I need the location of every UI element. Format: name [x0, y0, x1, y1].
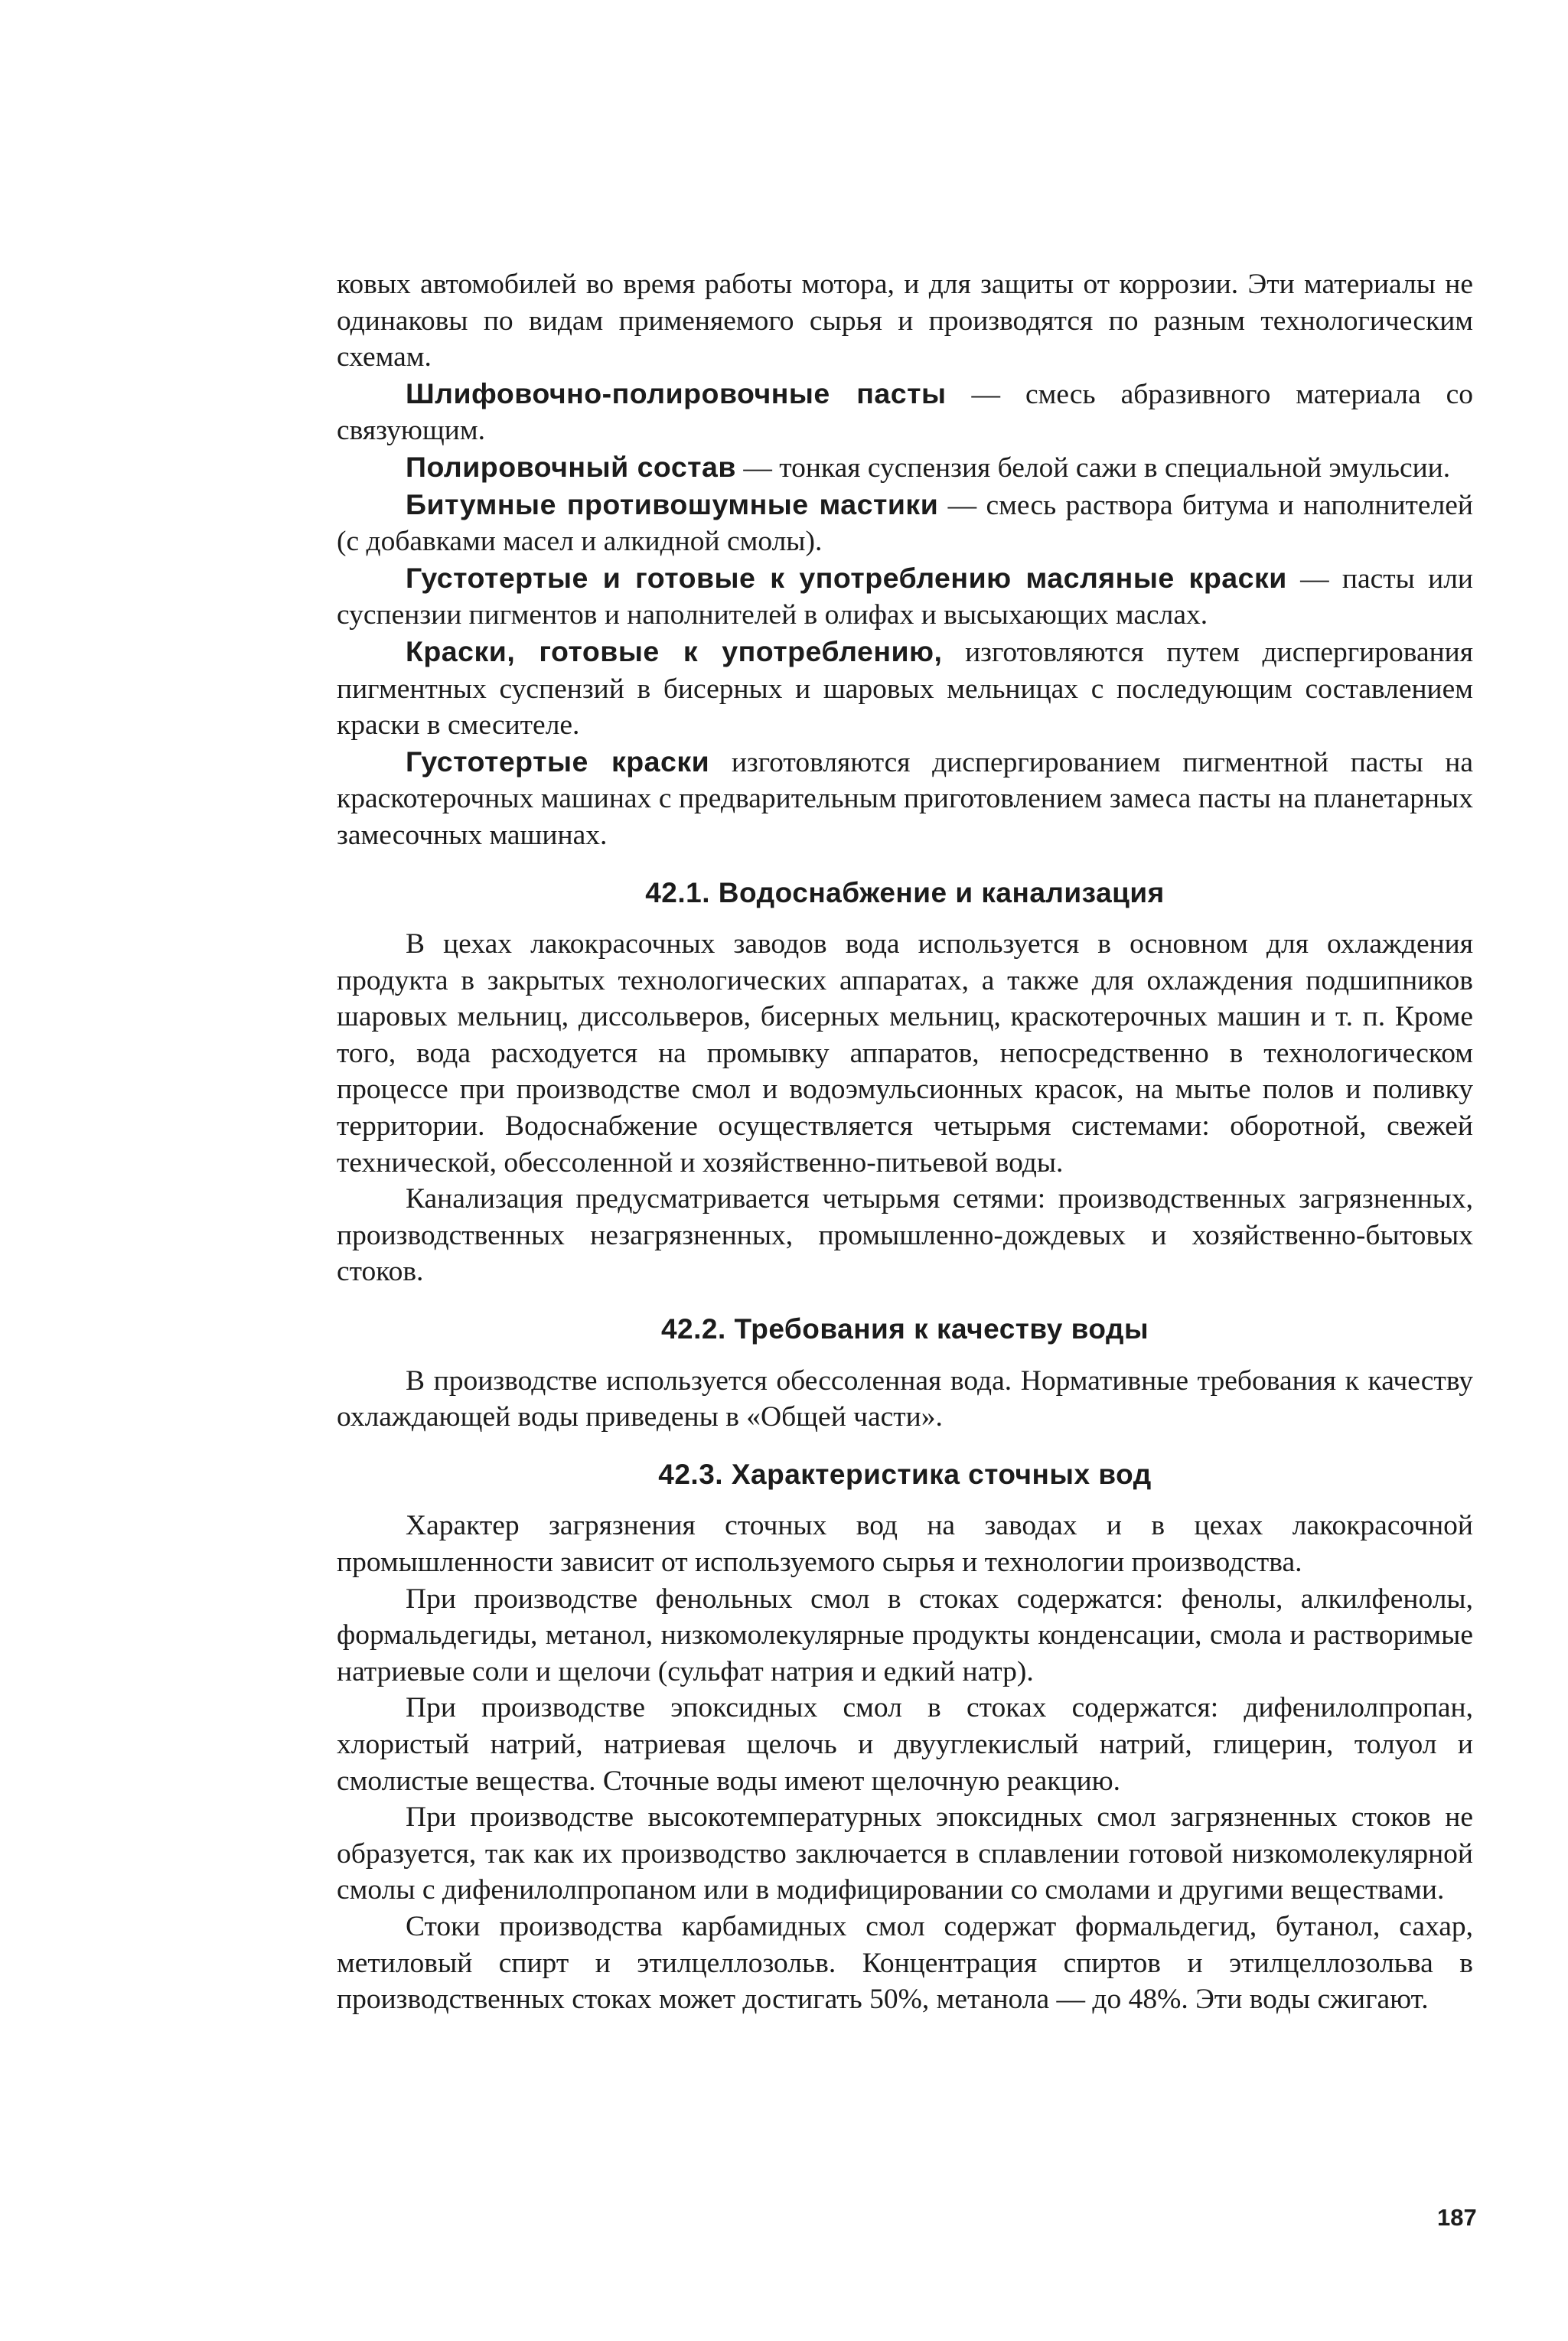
- section-heading: 42.2. Требования к качеству воды: [660, 1313, 1149, 1345]
- section-paragraph: При производстве эпоксидных смол в стоках содержатся: дифенилолпропан, хлористый натрий, натриевая щелочь и двууглекислый натрий, глицерин, толуол и смолистые вещества. Сточные воды имеют щелочную реакцию.: [337, 1692, 1473, 1797]
- page-number: 187: [1437, 2204, 1477, 2231]
- definition-term: Битумные противошумные мастики: [406, 487, 939, 520]
- section-heading: 42.1. Водоснабжение и канализация: [645, 876, 1165, 908]
- definition-paragraph: [337, 744, 1473, 854]
- intro-paragraph: ковых автомобилей во время работы мотора, и для защиты от коррозии. Эти материалы не одинаковы по видам применяемого сырья и производятся по разным технологическим схемам.: [337, 269, 1473, 373]
- definition-paragraph: [337, 560, 1473, 634]
- definition-term: Краски, готовые к употреблению,: [406, 634, 943, 667]
- section-heading: 42.3. Характеристика сточных вод: [658, 1458, 1152, 1490]
- definition-paragraph: [337, 634, 1473, 744]
- section-paragraph: Канализация предусматривается четырьмя сетями: производственных загрязненных, производственных незагрязненных, промышленно-дождевых и хозяйственно-бытовых стоков.: [337, 1183, 1473, 1288]
- definition-text: изготовляются путем диспергирования пигментных суспензий в бисерных и шаровых мельницах с последующим составлением краски в смесителе.: [337, 636, 1473, 742]
- definition-paragraph: [337, 376, 1473, 449]
- section-paragraph: Стоки производства карбамидных смол содержат формальдегид, бутанол, сахар, метиловый спирт и этилцеллозольв. Концентрация спиртов и этилцеллозольва в производственных стоках может достигать 50%, метанола — до 48%. Эти воды сжигают.: [337, 1910, 1473, 2016]
- section-paragraph: В цехах лакокрасочных заводов вода используется в основном для охлаждения продукта в закрытых технологических аппаратах, а также для охлаждения подшипников шаровых мельниц, диссольверов, бисерных мельниц, краскотерочных машин и т. п. Кроме того, вода расходуется на промывку аппаратов, непосредственно в технологическом процессе при производстве смол и водоэмульсионных красок, на мытье полов и поливку территории. Водоснабжение осуществляется четырьмя системами: оборотной, свежей технической, обессоленной и хозяйственно-питьевой воды.: [337, 928, 1473, 1179]
- definition-paragraph: [337, 449, 1473, 487]
- definition-text: — смесь раствора битума и наполнителей (с добавками масел и алкидной смолы).: [337, 489, 1473, 558]
- definition-text: — пасты или суспензии пигментов и наполнителей в олифах и высыхающих маслах.: [337, 562, 1473, 631]
- definition-text: — тонкая суспензия белой сажи в специальной эмульсии.: [735, 452, 1451, 484]
- body-text: [337, 266, 1473, 2018]
- section-paragraph: Характер загрязнения сточных вод на заводах и в цехах лакокрасочной промышленности зависит от используемого сырья и технологии производства.: [337, 1510, 1473, 1578]
- definition-paragraph: [337, 487, 1473, 560]
- definition-text: изготовляются диспергированием пигментной пасты на краскотерочных машинах с предварительным приготовлением замеса пасты на планетарных замесочных машинах.: [337, 746, 1473, 851]
- section-paragraph: При производстве высокотемпературных эпоксидных смол загрязненных стоков не образуется, так как их производство заключается в сплавлении готовой низкомолекулярной смолы с дифенилолпропаном или в модифицировании со смолами и другими веществами.: [337, 1801, 1473, 1906]
- definition-term: Полировочный состав: [406, 450, 736, 483]
- definition-term: Густотертые краски: [406, 745, 710, 778]
- definition-term: Густотертые и готовые к употреблению масляные краски: [406, 561, 1287, 594]
- section-paragraph: В производстве используется обессоленная вода. Нормативные требования к качеству охлаждающей воды приведены в «Общей части».: [337, 1364, 1473, 1433]
- definition-term: Шлифовочно-полировочные пасты: [406, 377, 947, 409]
- section-paragraph: При производстве фенольных смол в стоках содержатся: фенолы, алкилфенолы, формальдегиды, метанол, низкомолекулярные продукты конденсации, смола и растворимые натриевые соли и щелочи (сульфат натрия и едкий натр).: [337, 1583, 1473, 1687]
- definition-text: — смесь абразивного материала со связующим.: [337, 378, 1473, 447]
